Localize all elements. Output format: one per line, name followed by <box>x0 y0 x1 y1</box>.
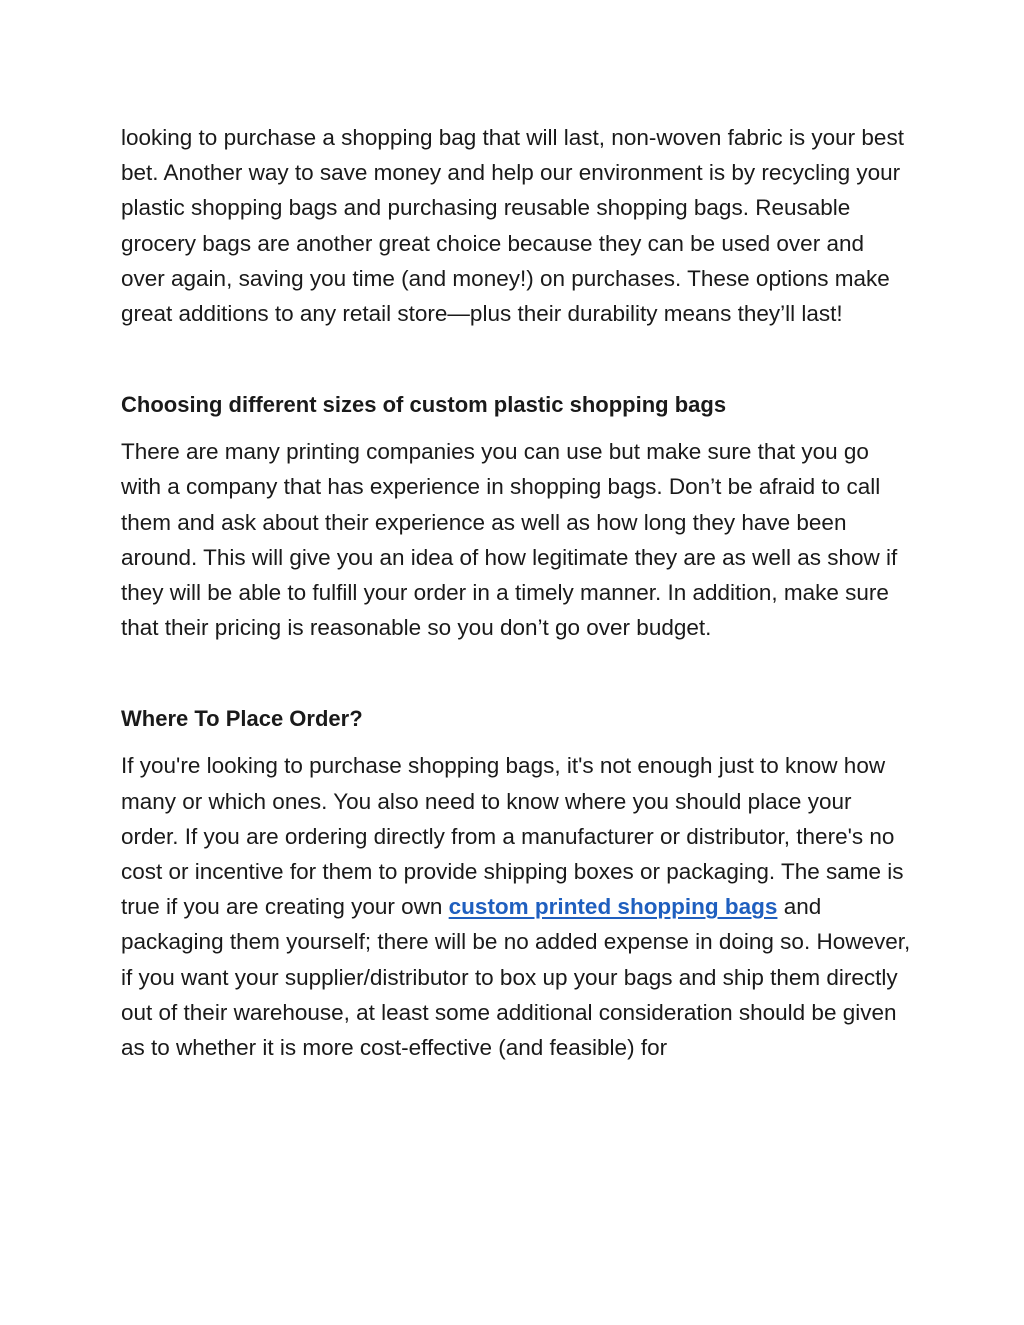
paragraph-intro: looking to purchase a shopping bag that will last, non-woven fabric is your best bet. Another way to save money and help our environment is by recycling your plastic shopping bags and purchasing reusable shopping bags. Reusable grocery bags are another great choice because they can be used over and over again, saving you time (and money!) on purchases. These options make great additions to any retail store—plus their durability means they’ll last! <box>121 125 904 327</box>
paragraph-text-after-link: and packaging them yourself; there will be no added expense in doing so. However, if you want your supplier/distributor to box up your bags and ship them directly out of their warehouse, at least some additional consideration should be given as to whether it is more cost-effective (and feasible) for <box>121 894 911 1061</box>
paragraph-printing-companies: There are many printing companies you can use but make sure that you go with a company that has experience in shopping bags. Don’t be afraid to call them and ask about their experience as well as how long they have been around. This will give you an idea of how legitimate they are as well as show if they will be able to fulfill your order in a timely manner. In addition, make sure that their pricing is reasonable so you don’t go over budget. <box>121 439 898 641</box>
heading-where-to-order: Where To Place Order? <box>121 706 363 732</box>
paragraph-text-before-link: If you're looking to purchase shopping bags, it's not enough just to know how many or which ones. You also need to know where you should place your order. If you are ordering directly from a manufacturer or distributor, there's no cost or incentive for them to provide shipping boxes or packaging. The same is true if you are creating your own <box>121 753 904 920</box>
heading-choosing-sizes: Choosing different sizes of custom plastic shopping bags <box>121 392 727 418</box>
document-page <box>121 120 911 1065</box>
custom-printed-shopping-bags-link[interactable]: custom printed shopping bags <box>448 894 778 920</box>
paragraph-where-to-order <box>121 748 911 1065</box>
